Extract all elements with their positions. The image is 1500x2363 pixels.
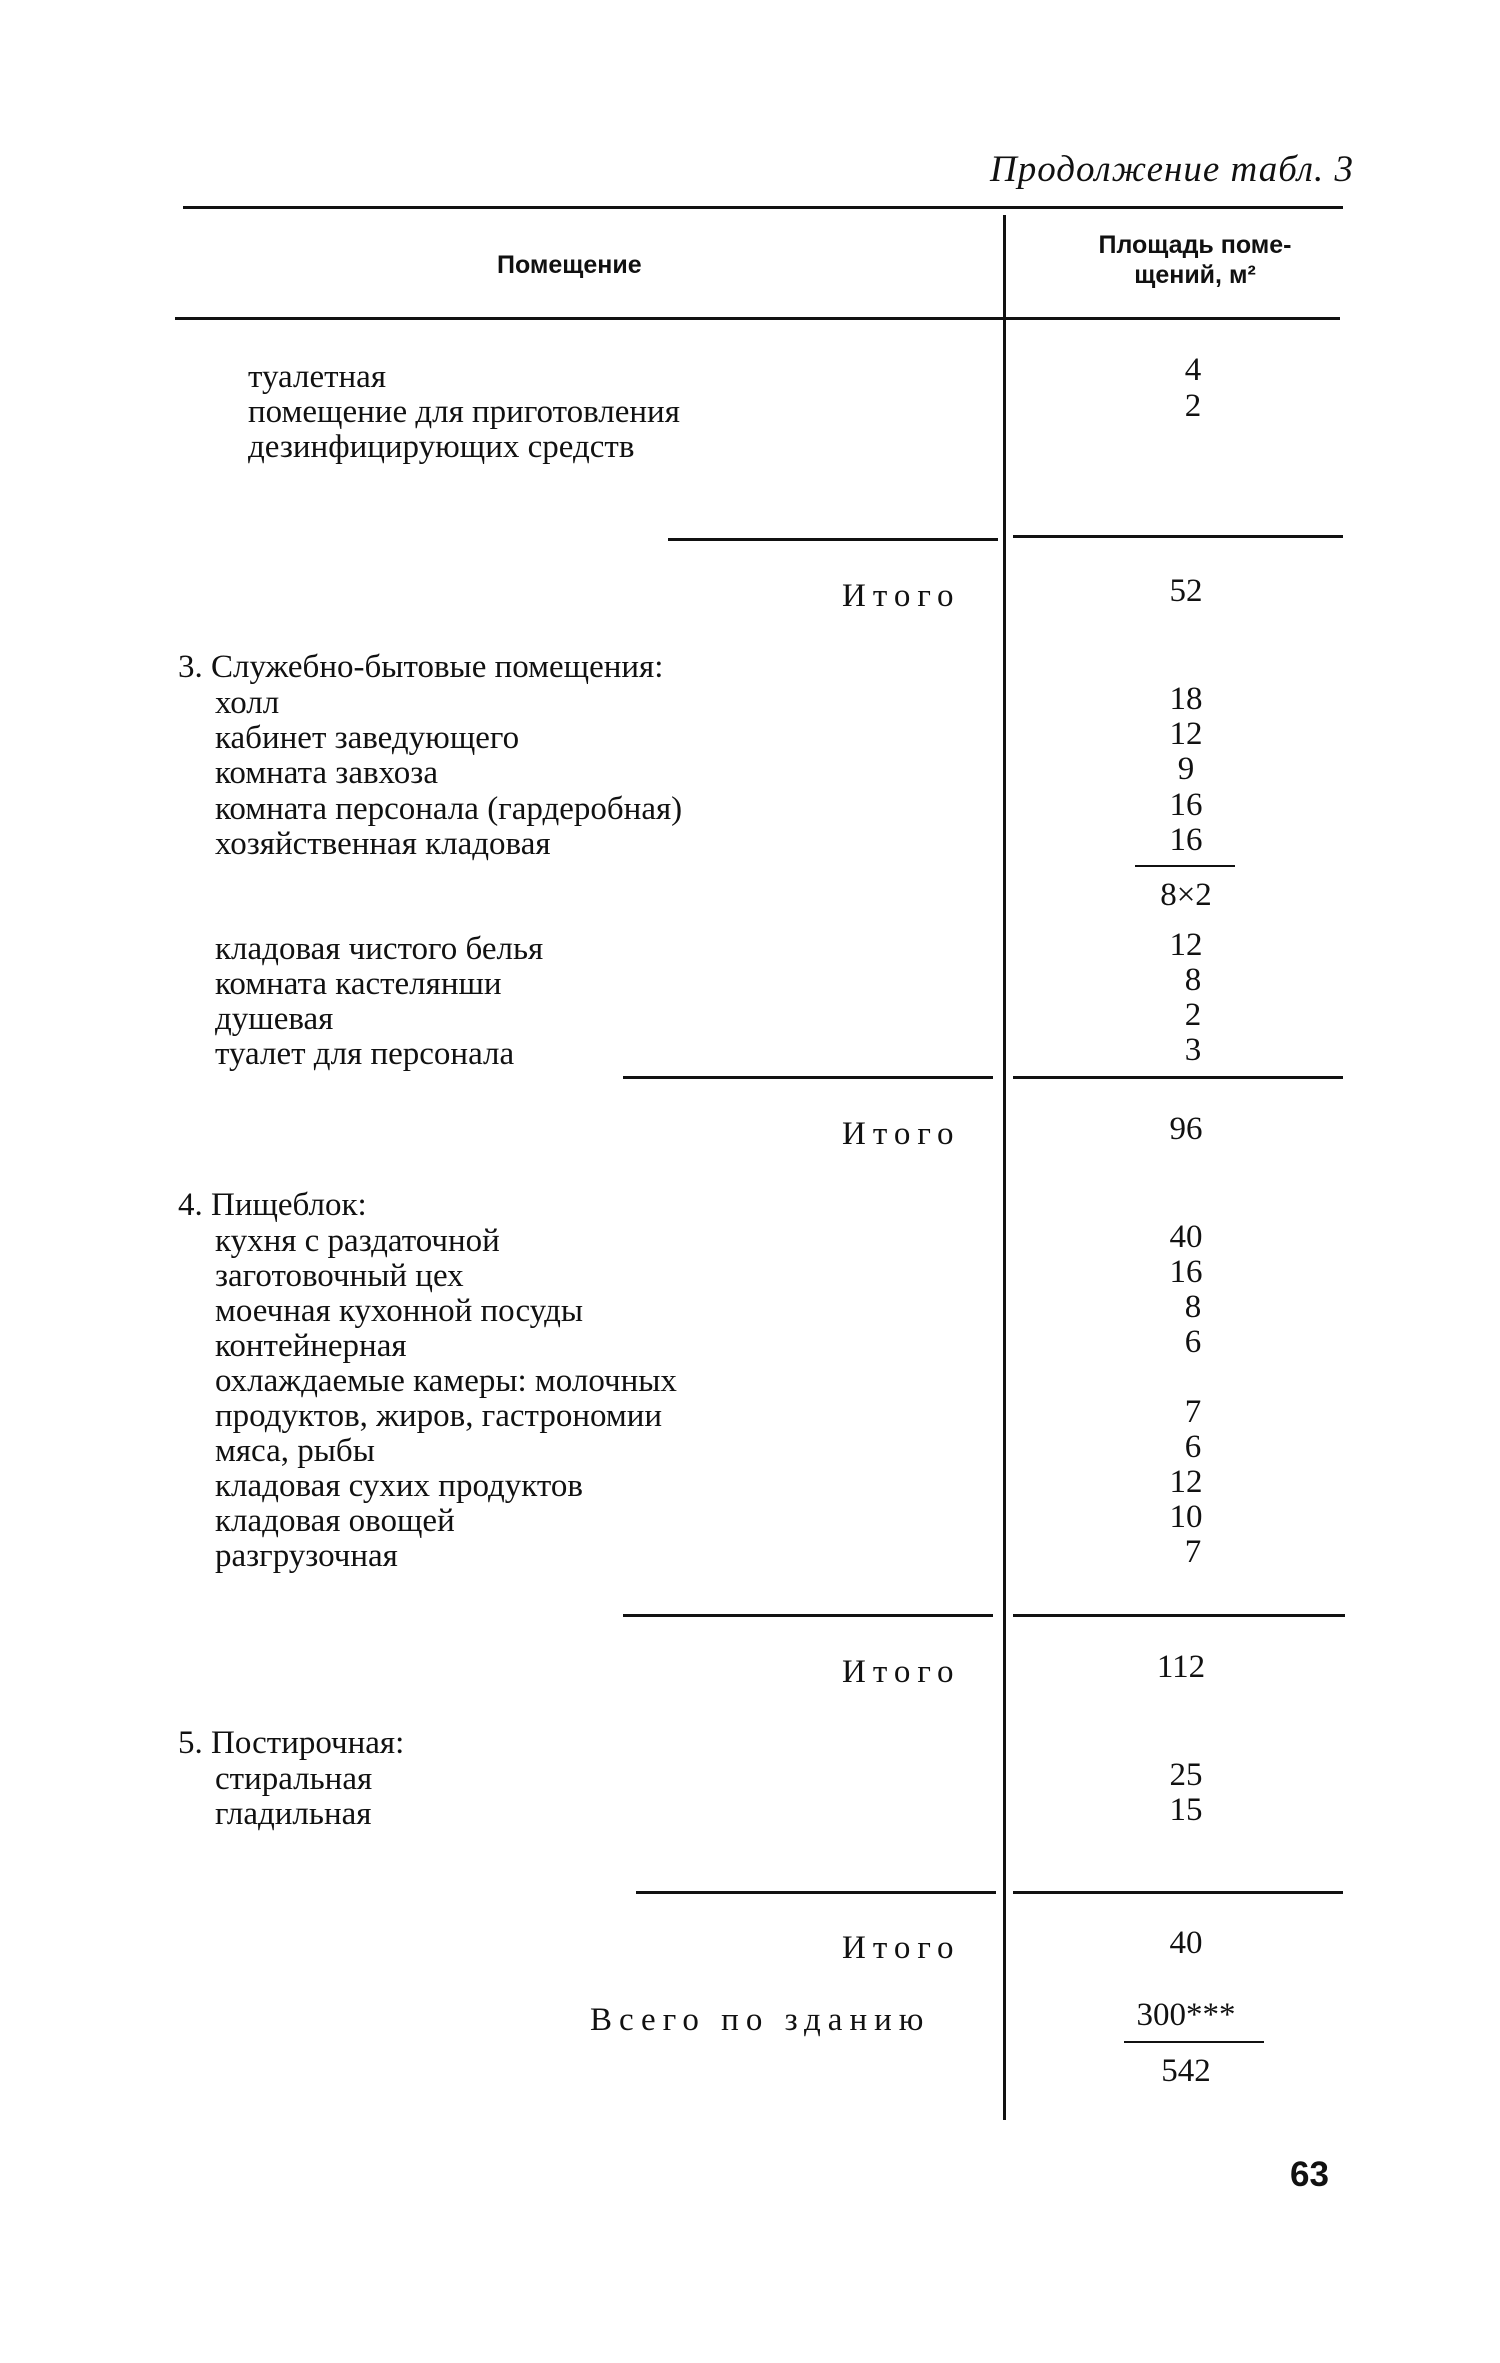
- list-item: заготовочный цех: [215, 1258, 464, 1294]
- subtotal-label: Итого: [842, 1654, 961, 1690]
- area-value: 4: [1184, 352, 1202, 388]
- list-item: комната завхоза: [215, 755, 438, 791]
- list-item: кладовая чистого белья: [215, 931, 544, 967]
- area-value: 40: [1169, 1219, 1203, 1255]
- area-value: 25: [1169, 1757, 1203, 1793]
- header-area-line2: щений, м²: [1134, 261, 1256, 289]
- area-value: 15: [1169, 1792, 1203, 1828]
- grand-total-label: Всего по зданию: [590, 2002, 931, 2038]
- header-room: Помещение: [497, 251, 642, 279]
- list-item: комната кастелянши: [215, 966, 502, 1002]
- area-value: 12: [1169, 716, 1203, 752]
- subtotal-label: Итого: [842, 578, 961, 614]
- section-title: 4. Пищеблок:: [178, 1187, 367, 1223]
- list-item: охлаждаемые камеры: молочных: [215, 1363, 677, 1399]
- area-value: 2: [1184, 388, 1202, 424]
- subtotal-rule-right: [1013, 535, 1343, 538]
- area-value: 8: [1184, 1289, 1202, 1325]
- list-item: душевая: [215, 1001, 334, 1037]
- list-item: помещение для приготовления: [248, 394, 680, 430]
- area-value: 16: [1169, 1254, 1203, 1290]
- subtotal-label: Итого: [842, 1116, 961, 1152]
- subtotal-value: 96: [1169, 1111, 1203, 1147]
- subtotal-rule-left: [623, 1614, 993, 1617]
- area-value: 7: [1184, 1534, 1202, 1570]
- area-value: 12: [1169, 927, 1203, 963]
- list-item: комната персонала (гардеробная): [215, 791, 683, 827]
- section-title: 3. Служебно-бытовые помещения:: [178, 649, 664, 685]
- area-value: 12: [1169, 1464, 1203, 1500]
- subtotal-rule-left: [668, 538, 998, 541]
- area-value: 8: [1184, 962, 1202, 998]
- subtotal-rule-left: [623, 1076, 993, 1079]
- list-item: гладильная: [215, 1796, 372, 1832]
- page-number: 63: [1290, 2155, 1329, 2194]
- table-caption: Продолжение табл. 3: [990, 149, 1355, 190]
- list-item: продуктов, жиров, гастрономии: [215, 1398, 663, 1434]
- subtotal-label: Итого: [842, 1930, 961, 1966]
- area-value: 16: [1169, 787, 1203, 823]
- list-item: моечная кухонной посуды: [215, 1293, 584, 1329]
- subtotal-value: 112: [1156, 1649, 1206, 1685]
- list-item: разгрузочная: [215, 1538, 398, 1574]
- grand-total-numerator: 300***: [1136, 1997, 1236, 2033]
- area-value: 6: [1184, 1324, 1202, 1360]
- list-item: дезинфицирующих средств: [248, 429, 635, 465]
- list-item: туалетная: [248, 359, 387, 395]
- area-value: 2: [1184, 997, 1202, 1033]
- list-item: контейнерная: [215, 1328, 407, 1364]
- list-item: кладовая сухих продуктов: [215, 1468, 583, 1504]
- area-value: 7: [1184, 1394, 1202, 1430]
- section-title: 5. Постирочная:: [178, 1725, 405, 1761]
- area-value: 10: [1169, 1499, 1203, 1535]
- header-rule: [175, 317, 1340, 320]
- area-value: 3: [1184, 1032, 1202, 1068]
- area-value: 9: [1177, 751, 1195, 787]
- list-item: кухня с раздаточной: [215, 1223, 500, 1259]
- area-value: 18: [1169, 681, 1203, 717]
- column-divider: [1003, 215, 1006, 2120]
- fraction-bar: [1135, 865, 1235, 867]
- list-item: кабинет заведующего: [215, 720, 520, 756]
- subtotal-rule-left: [636, 1891, 996, 1894]
- subtotal-rule-right: [1013, 1891, 1343, 1894]
- area-value: 6: [1184, 1429, 1202, 1465]
- grand-total-fraction-bar: [1124, 2041, 1264, 2043]
- header-area: [1045, 230, 1345, 290]
- list-item: мяса, рыбы: [215, 1433, 375, 1469]
- list-item: туалет для персонала: [215, 1036, 515, 1072]
- fraction-denominator: 8×2: [1160, 877, 1212, 913]
- top-rule: [183, 206, 1343, 209]
- area-value: 16: [1169, 822, 1203, 858]
- subtotal-value: 40: [1169, 1925, 1203, 1961]
- list-item: хозяйственная кладовая: [215, 826, 551, 862]
- list-item: кладовая овощей: [215, 1503, 455, 1539]
- subtotal-rule-right: [1013, 1076, 1343, 1079]
- header-area-line1: Площадь поме-: [1098, 231, 1292, 259]
- subtotal-rule-right: [1013, 1614, 1345, 1617]
- list-item: стиральная: [215, 1761, 373, 1797]
- grand-total-denominator: 542: [1161, 2053, 1211, 2089]
- list-item: холл: [215, 685, 280, 721]
- subtotal-value: 52: [1169, 573, 1203, 609]
